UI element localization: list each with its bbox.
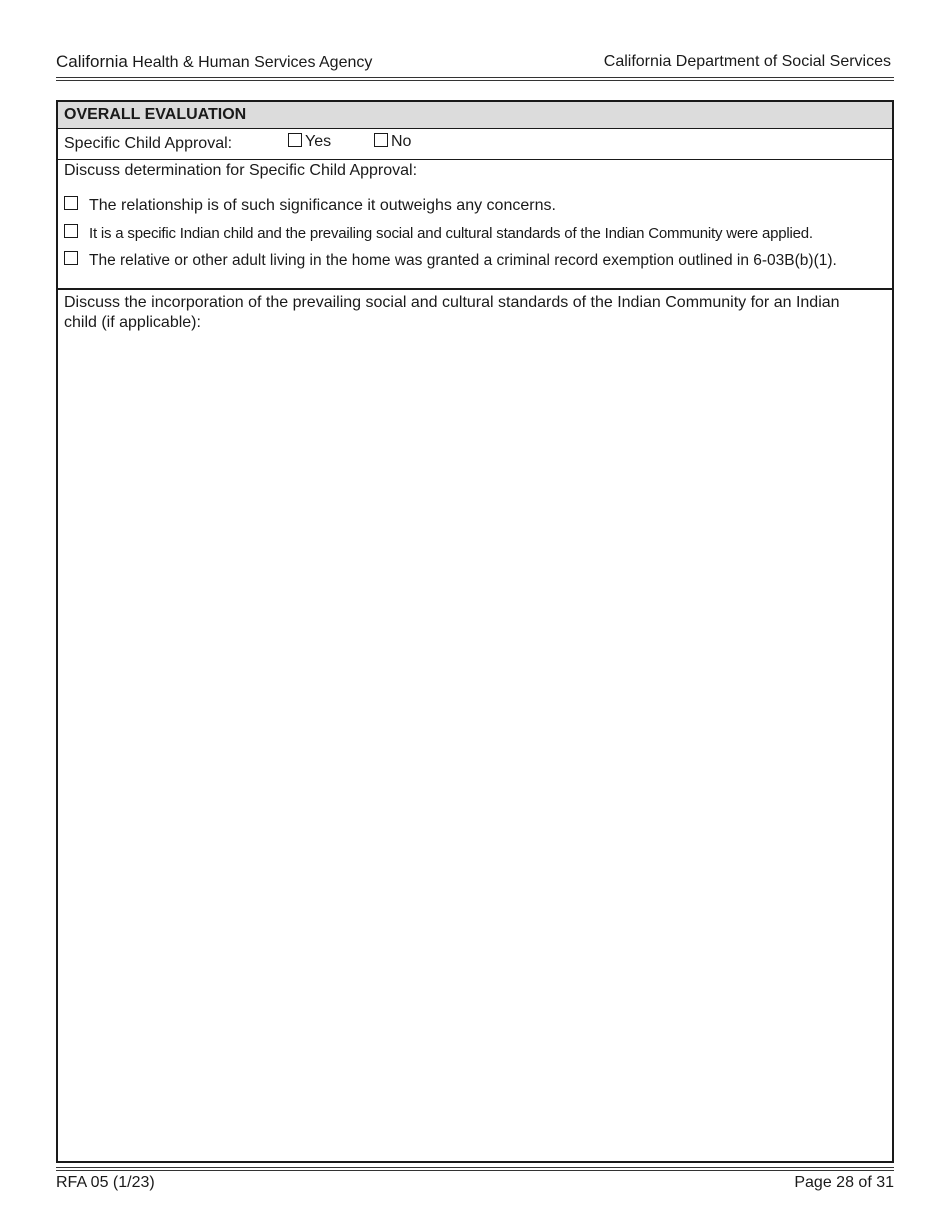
agency-name-prefix: California: [56, 52, 128, 71]
agency-name-rest: Health & Human Services Agency: [127, 54, 373, 71]
reason-relationship-significance[interactable]: [64, 196, 556, 215]
approval-no-checkbox[interactable]: [374, 133, 388, 147]
determination-title: Discuss determination for Specific Child Approval:: [64, 162, 418, 179]
form-id: RFA 05 (1/23): [56, 1174, 155, 1191]
reason-criminal-record-exemption[interactable]: [64, 251, 837, 270]
approval-no-label: No: [391, 133, 412, 150]
reason-indian-child-label: It is a specific Indian child and the prevailing social and cultural standards of the Indian Community were applied.: [89, 225, 813, 242]
footer-divider: [56, 1167, 894, 1171]
department-name: California Department of Social Services: [603, 53, 891, 70]
agency-name: [56, 52, 372, 72]
page-footer: [56, 1174, 894, 1196]
reason-indian-child-standards[interactable]: [64, 224, 813, 242]
approval-yes-label: Yes: [305, 133, 332, 150]
discussion-prompt: Discuss the incorporation of the prevailing social and cultural standards of the Indian Community for an Indian child (if applicable):: [64, 294, 840, 331]
page-header: [56, 52, 891, 76]
reason-relationship-label: The relationship is of such significance it outweighs any concerns.: [89, 197, 556, 214]
page-number: Page 28 of 31: [794, 1174, 894, 1191]
reason-indian-child-checkbox[interactable]: [64, 224, 78, 238]
header-divider: [56, 77, 894, 81]
section-title: OVERALL EVALUATION: [58, 102, 892, 129]
determination-section: [58, 160, 892, 290]
reason-relationship-checkbox[interactable]: [64, 196, 78, 210]
reason-exemption-checkbox[interactable]: [64, 251, 78, 265]
overall-evaluation-form: [56, 100, 894, 1163]
approval-yes-checkbox[interactable]: [288, 133, 302, 147]
reason-exemption-label: The relative or other adult living in the home was granted a criminal record exemption outlined in 6-03B(b)(1).: [89, 252, 837, 269]
discussion-field[interactable]: [58, 290, 892, 333]
approval-yes-option[interactable]: [288, 133, 331, 151]
approval-no-option[interactable]: [374, 133, 411, 151]
specific-child-approval-row: [58, 129, 892, 160]
specific-child-approval-label: Specific Child Approval:: [64, 135, 233, 152]
